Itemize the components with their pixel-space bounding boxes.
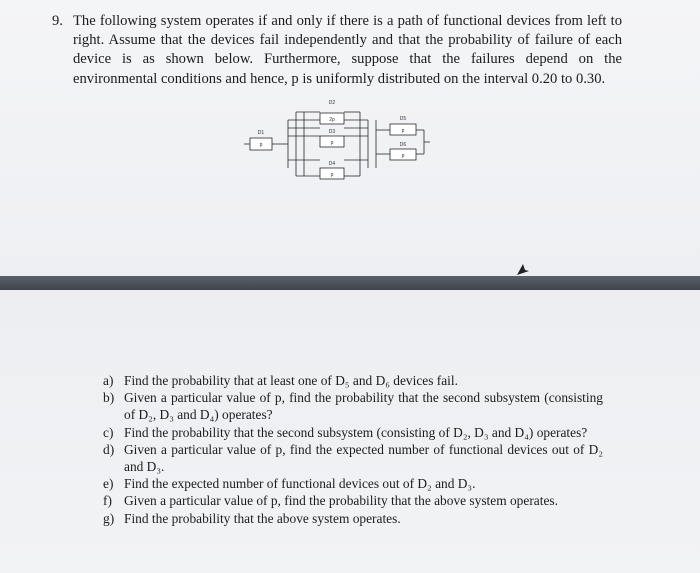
question-e bbox=[103, 475, 603, 492]
device-d3-prob: p bbox=[330, 140, 334, 146]
device-d6-prob: p bbox=[401, 153, 405, 159]
device-d2-prob: 2p bbox=[329, 117, 335, 123]
question-text: Find the probability that the above system operates. bbox=[124, 510, 401, 526]
system-diagram bbox=[240, 96, 430, 186]
problem-text: The following system operates if and only if there is a path of functional devices from left to right. Assume that the devices fail independently and that the probability of failure of each device is as shown below. Furthermore, suppose that the failures depend on the environmental conditions and hence, p is uniformly distributed on the interval 0.20 to 0.30. bbox=[73, 13, 622, 87]
question-text: Given a particular value of p, find the expected number of functional devices out of D₂ and D₃. bbox=[124, 441, 603, 475]
question-text: Find the probability that at least one of D₅ and D₆ devices fail. bbox=[124, 373, 458, 388]
question-f bbox=[103, 492, 603, 509]
question-label: d) bbox=[103, 441, 115, 457]
device-d1-name: D1 bbox=[257, 130, 265, 136]
question-label: g) bbox=[103, 510, 115, 526]
question-a bbox=[103, 372, 603, 389]
device-d3-name: D3 bbox=[328, 129, 336, 135]
question-label: e) bbox=[103, 476, 114, 492]
device-d1-prob: p bbox=[259, 142, 263, 148]
device-d2-name: D2 bbox=[328, 100, 336, 106]
arrow-cursor-icon bbox=[516, 262, 530, 276]
question-c bbox=[103, 424, 603, 441]
question-text: Find the expected number of functional devices out of D₂ and D₃. bbox=[124, 476, 476, 492]
device-d5-name: D5 bbox=[399, 116, 407, 122]
question-label: a) bbox=[103, 373, 114, 388]
page-divider bbox=[0, 276, 700, 290]
device-d4-prob: p bbox=[330, 172, 334, 178]
question-list bbox=[103, 372, 603, 527]
question-text: Given a particular value of p, find the probability that the above system operates. bbox=[124, 493, 558, 509]
problem-number: 9. bbox=[52, 13, 63, 29]
device-d4-name: D4 bbox=[328, 161, 336, 167]
question-label: c) bbox=[103, 424, 114, 440]
question-g bbox=[103, 510, 603, 527]
device-d5-prob: p bbox=[401, 128, 405, 134]
question-b bbox=[103, 389, 603, 423]
question-label: b) bbox=[103, 390, 115, 406]
question-label: f) bbox=[103, 493, 112, 509]
question-d bbox=[103, 441, 603, 475]
device-d6-name: D6 bbox=[399, 142, 407, 148]
question-text: Given a particular value of p, find the probability that the second subsystem (consisting of D₂, D₃ and D₄) operates? bbox=[124, 390, 603, 423]
question-text: Find the probability that the second subsystem (consisting of D₂, D₃ and D₄) operates? bbox=[124, 424, 588, 440]
problem-statement bbox=[52, 12, 622, 89]
